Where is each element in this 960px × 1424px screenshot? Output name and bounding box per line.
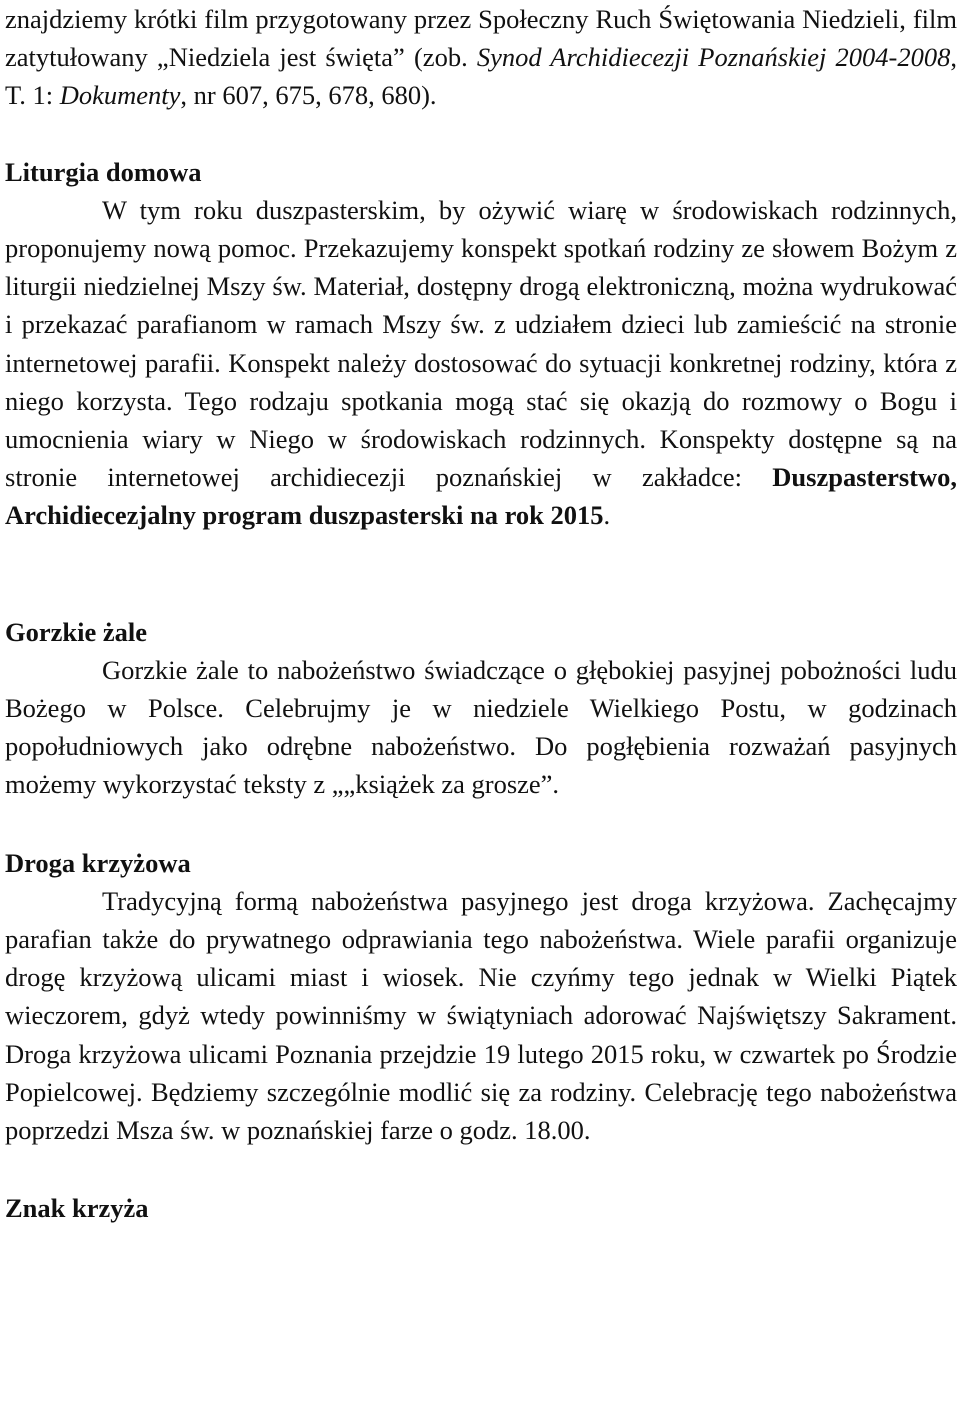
intro-text-1: znajdziemy krótki film przygotowany przez Społeczny Ruch Świętowania Niedzieli, film zatytułowany „Niedziela jest święta” (zob. (5, 4, 957, 73)
liturgia-end: . (603, 500, 611, 531)
intro-text-3: , T. 1: (5, 42, 957, 111)
liturgia-paragraph (5, 191, 957, 535)
document-page (5, 0, 957, 1227)
program-reference: Duszpasterstwo, Archidiecezjalny program duszpasterski na rok 2015 (5, 462, 957, 531)
synod-title: Synod Archidiecezji Poznańskiej 2004-2008 (476, 42, 951, 73)
droga-paragraph: Tradycyjną formą nabożeństwa pasyjnego jest droga krzyżowa. Zachęcajmy parafian także do prywatnego odprawiania tego nabożeństwa. Wiele parafii organizuje drogę krzyżową ulicami miast i wiosek. Nie czyńmy tego jednak w Wielki Piątek wieczorem, gdyż wtedy powinniśmy w świątyniach adorować Najświętszy Sakrament. Droga krzyżowa ulicami Poznania przejdzie 19 lutego 2015 roku, w czwartek po Środzie Popielcowej. Będziemy szczególnie modlić się za rodziny. Celebrację tego nabożeństwa poprzedzi Msza św. w poznańskiej farze o godz. 18.00. (5, 885, 957, 1146)
spacer (5, 1149, 957, 1189)
heading-gorzkie-zale: Gorzkie żale (5, 616, 148, 647)
heading-droga-krzyzowa: Droga krzyżowa (5, 847, 191, 878)
spacer (5, 115, 957, 153)
gorzkie-paragraph: Gorzkie żale to nabożeństwo świadczące o głębokiej pasyjnej pobożności ludu Bożego w Polsce. Celebrujmy je w niedziele Wielkiego Postu, w godzinach popołudniowych jako odrębne nabożeństwo. Do pogłębienia rozważań pasyjnych możemy wykorzystać teksty z „„książek za grosze”. (5, 654, 957, 800)
spacer (5, 535, 957, 613)
intro-text-5: , nr 607, 675, 678, 680). (180, 80, 437, 111)
heading-znak-krzyza: Znak krzyża (5, 1193, 149, 1224)
intro-paragraph (5, 0, 957, 115)
liturgia-body: W tym roku duszpasterskim, by ożywić wiarę w środowiskach rodzinnych, proponujemy nową pomoc. Przekazujemy konspekt spotkań rodziny ze słowem Bożym z liturgii niedzielnej Mszy św. Materiał, dostępny drogą elektroniczną, można wydrukować i przekazać parafianom w ramach Mszy św. z udziałem dzieci lub zamieścić na stronie internetowej parafii. Konspekt należy dostosować do sytuacji konkretnej rodziny, która z niego korzysta. Tego rodzaju spotkania mogą stać się okazją do rozmowy o Bogu i umocnienia wiary w Niego w środowiskach rodzinnych. Konspekty dostępne są na stronie internetowej archidiecezji poznańskiej w zakładce: (5, 194, 957, 493)
spacer (5, 804, 957, 844)
heading-liturgia-domowa: Liturgia domowa (5, 156, 202, 187)
dokumenty-title: Dokumenty (59, 80, 181, 111)
